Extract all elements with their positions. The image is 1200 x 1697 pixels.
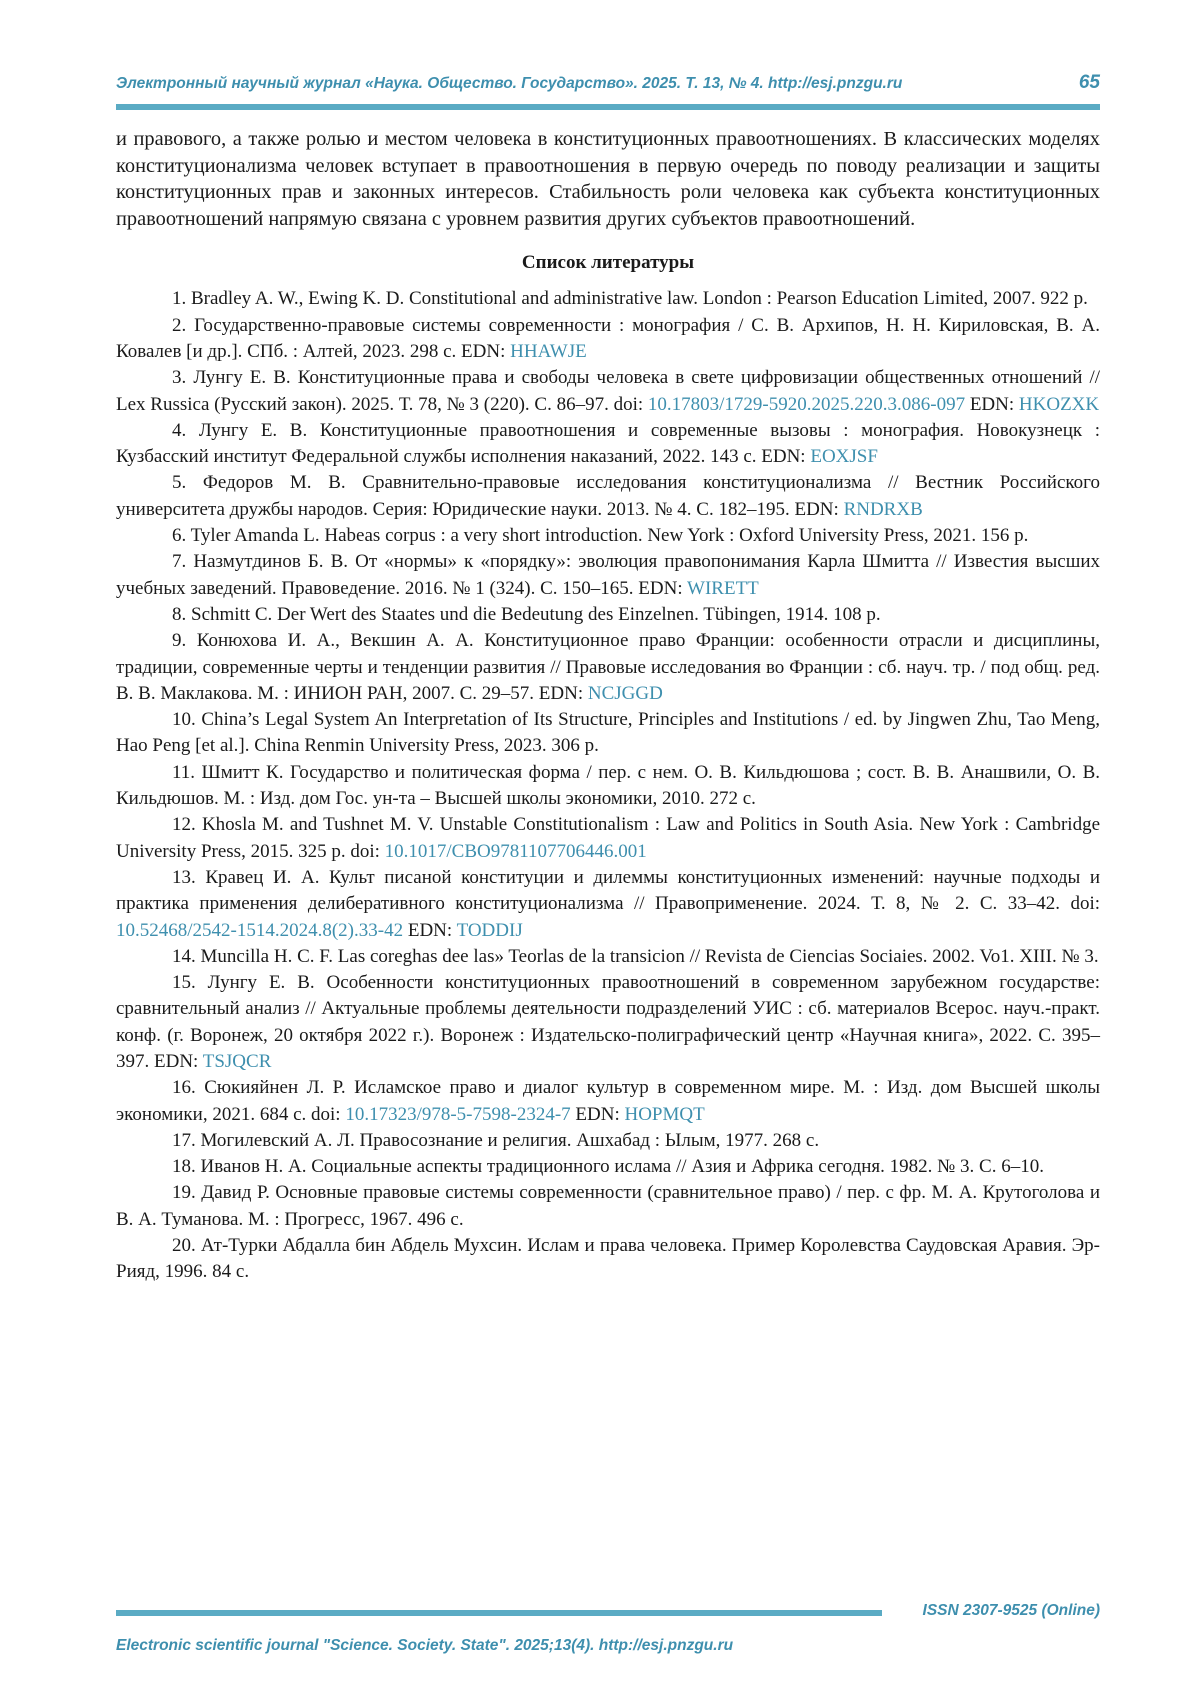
edn-label: EDN: <box>403 919 457 941</box>
doi-link[interactable]: 10.17803/1729-5920.2025.220.3.086-097 <box>647 393 966 415</box>
header-rule <box>116 104 1100 110</box>
reference-item <box>116 523 1100 549</box>
edn-link[interactable]: RNDRXB <box>843 498 923 520</box>
reference-text: 5. Федоров М. В. Сравнительно-правовые исследования конституционализма // Вестник Российского университета дружбы народов. Серия: Юридические науки. 2013. № 4. С. 182–195. EDN: <box>116 472 1100 520</box>
doi-link[interactable]: 10.1017/CBO9781107706446.001 <box>384 840 647 862</box>
reference-item <box>116 602 1100 628</box>
edn-link[interactable]: NCJGGD <box>587 682 663 704</box>
reference-item <box>116 470 1100 523</box>
running-header <box>116 72 1100 96</box>
reference-text: 18. Иванов Н. А. Социальные аспекты традиционного ислама // Азия и Африка сегодня. 1982. № 3. С. 6–10. <box>172 1156 1044 1178</box>
reference-item <box>116 707 1100 760</box>
reference-item <box>116 812 1100 865</box>
references-heading: Список литературы <box>521 252 695 274</box>
reference-text: 17. Могилевский А. Л. Правосознание и религия. Ашхабад : Ылым, 1977. 268 с. <box>172 1129 820 1151</box>
reference-text: 14. Muncilla H. C. F. Las coreghas dee las» Teorlas de la transicion // Revista de Ciencias Sociaies. 2002. Vo1. XIII. № 3. <box>172 945 1099 967</box>
footer-rule <box>116 1610 882 1616</box>
references-list <box>116 286 1100 1285</box>
doi-link[interactable]: 10.52468/2542-1514.2024.8(2).33-42 <box>116 919 404 941</box>
page-number: 65 <box>1078 72 1100 93</box>
edn-link[interactable]: WIRETT <box>687 577 759 599</box>
edn-link[interactable]: HKOZXK <box>1018 393 1100 415</box>
edn-link[interactable]: HHAWJE <box>510 340 587 362</box>
reference-item <box>116 1233 1100 1286</box>
reference-item <box>116 286 1100 312</box>
edn-link[interactable]: EOXJSF <box>810 446 878 468</box>
reference-text: 4. Лунгу Е. В. Конституционные правоотношения и современные вызовы : монография. Новокузнецк : Кузбасский институт Федеральной службы исполнения наказаний, 2022. 143 с. EDN: <box>116 419 1100 468</box>
reference-item <box>116 1128 1100 1154</box>
issn-label: ISSN 2307-9525 (Online) <box>922 1602 1100 1619</box>
body-paragraph: и правового, а также ролью и местом человека в конституционных правоотношениях. В классических моделях конституционализма человек вступает в правоотношения в первую очередь по поводу реализации и защиты конституционных прав и законных интересов. Стабильность роли человека как субъекта конституционных правоотношений напрямую связана с уровнем развития других субъектов правоотношений. <box>116 128 1100 230</box>
doi-link[interactable]: 10.17323/978-5-7598-2324-7 <box>345 1103 571 1125</box>
reference-item <box>116 365 1100 418</box>
edn-link[interactable]: HOPMQT <box>624 1103 705 1125</box>
reference-text: 1. Bradley A. W., Ewing K. D. Constitutional and administrative law. London : Pearson Education Limited, 2007. 922 p. <box>172 288 1088 310</box>
reference-text: 3. Лунгу Е. В. Конституционные права и свободы человека в свете цифровизации общественных отношений // Lex Russica (Русский закон). 2025. Т. 78, № 3 (220). С. 86–97. doi: <box>116 367 1100 415</box>
reference-item <box>116 313 1100 366</box>
reference-text: 10. China’s Legal System An Interpretation of Its Structure, Principles and Institutions / ed. by Jingwen Zhu, Tao Meng, Hao Peng [et al.]. China Renmin University Press, 2023. 306 p. <box>116 709 1100 757</box>
article-body <box>116 126 1100 1286</box>
journal-header: Электронный научный журнал «Наука. Общество. Государство». 2025. Т. 13, № 4. http://esj.pnzgu.ru <box>116 75 903 92</box>
reference-item <box>116 760 1100 813</box>
reference-item <box>116 1075 1100 1128</box>
reference-item <box>116 628 1100 707</box>
reference-item <box>116 418 1100 471</box>
reference-text: 9. Конюхова И. А., Векшин А. А. Конституционное право Франции: особенности отрасли и дисциплины, традиции, современные черты и тенденции развития // Правовые исследования во Франции : сб. науч. тр. / под общ. ред. В. В. Маклакова. М. : ИНИОН РАН, 2007. С. 29–57. EDN: <box>116 630 1100 704</box>
reference-text: 16. Сюкияйнен Л. Р. Исламское право и диалог культур в современном мире. М. : Изд. дом Высшей школы экономики, 2021. 684 с. doi: <box>116 1077 1100 1125</box>
reference-text: 15. Лунгу Е. В. Особенности конституционных правоотношений в современном зарубежном государстве: сравнительный анализ // Актуальные проблемы деятельности подразделений УИС : сб. материалов Всерос. науч.-практ. конф. (г. Воронеж, 20 октября 2022 г.). Воронеж : Издательско-полиграфический центр «Научная книга», 2022. С. 395–397. EDN: <box>116 972 1100 1072</box>
reference-item <box>116 1180 1100 1233</box>
reference-item <box>116 970 1100 1075</box>
reference-item <box>116 944 1100 970</box>
reference-text: 2. Государственно-правовые системы современности : монография / С. В. Архипов, Н. Н. Кириловская, В. А. Ковалев [и др.]. СПб. : Алтей, 2023. 298 с. EDN: <box>116 314 1100 362</box>
reference-item <box>116 549 1100 602</box>
reference-text: 6. Tyler Amanda L. Habeas corpus : a very short introduction. New York : Oxford University Press, 2021. 156 p. <box>172 525 1029 547</box>
reference-text: 12. Khosla M. and Tushnet M. V. Unstable Constitutionalism : Law and Politics in South Asia. New York : Cambridge University Press, 2015. 325 p. doi: <box>116 814 1100 862</box>
reference-text: 20. Ат-Турки Абдалла бин Абдель Мухсин. Ислам и права человека. Пример Королевства Саудовская Аравия. Эр-Рияд, 1996. 84 с. <box>116 1235 1100 1283</box>
edn-label: EDN: <box>570 1103 625 1125</box>
reference-text: 19. Давид Р. Основные правовые системы современности (сравнительное право) / пер. с фр. М. А. Крутоголова и В. А. Туманова. М. : Прогресс, 1967. 496 с. <box>116 1182 1100 1230</box>
reference-item <box>116 1154 1100 1180</box>
edn-label: EDN: <box>965 393 1019 415</box>
reference-text: 11. Шмитт К. Государство и политическая форма / пер. с нем. О. В. Кильдюшова ; сост. В. В. Анашвили, О. В. Кильдюшов. М. : Изд. дом Гос. ун-та – Высшей школы экономики, 2010. 272 с. <box>116 761 1100 810</box>
edn-link[interactable]: TSJQCR <box>202 1050 272 1072</box>
edn-link[interactable]: TODDIJ <box>456 919 523 941</box>
reference-text: 7. Назмутдинов Б. В. От «нормы» к «порядку»: эволюция правопонимания Карла Шмитта // Известия высших учебных заведений. Правоведение. 2016. № 1 (324). С. 150–165. EDN: <box>116 551 1100 599</box>
reference-item <box>116 865 1100 944</box>
reference-text: 8. Schmitt C. Der Wert des Staates und die Bedeutung des Einzelnen. Tübingen, 1914. 108 р. <box>172 603 881 625</box>
footer-citation: Electronic scientific journal "Science. Society. State". 2025;13(4). http://esj.pnzgu.ru <box>116 1637 734 1654</box>
reference-text: 13. Кравец И. А. Культ писаной конституции и дилеммы конституционных изменений: научные подходы и практика применения делиберативного конституционализма // Правоприменение. 2024. Т. 8, № 2. С. 33–42. doi: <box>116 866 1100 915</box>
